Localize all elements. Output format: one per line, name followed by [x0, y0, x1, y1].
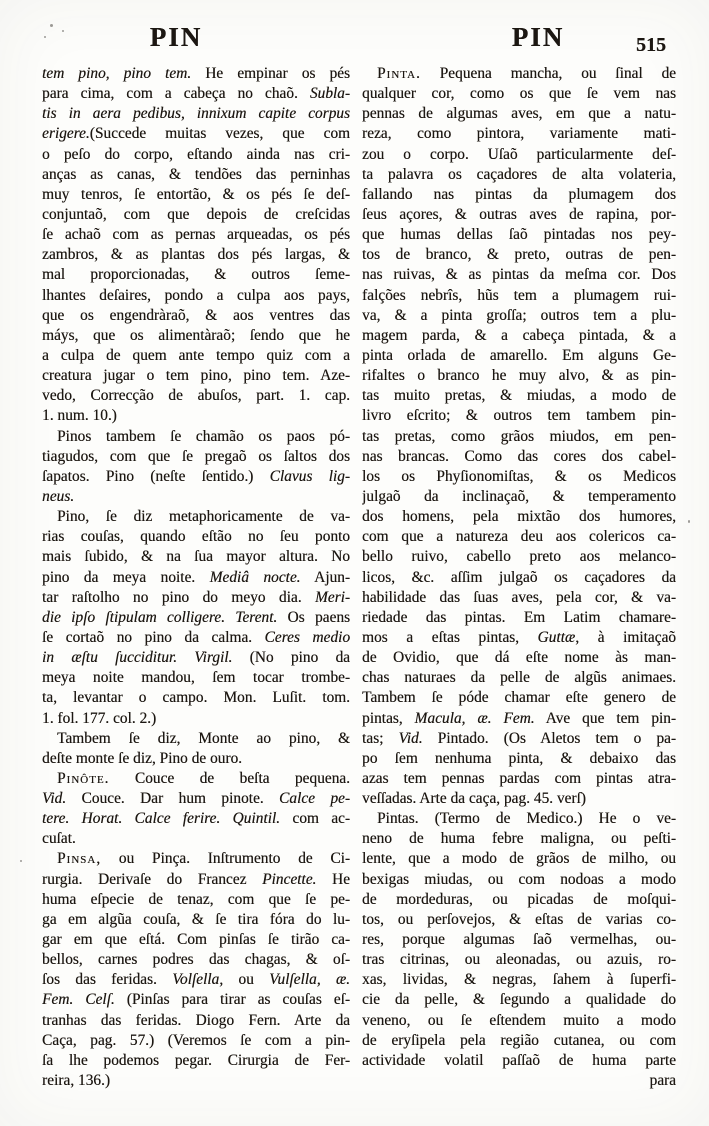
text-segment: ſa lhe podemos pegar. Cirurgia de Fer-	[42, 1051, 350, 1069]
text-segment: Fem. Celſ.	[42, 991, 115, 1009]
text-segment: xas, lividas, & negras, ſahem à ſuperfi-	[362, 971, 676, 989]
text-segment: anças as canas, & tendões das perninhas	[42, 165, 350, 183]
text-segment: actividade volatil paſſaõ de huma parte	[362, 1051, 676, 1069]
text-segment: ga em algũa couſa, & ſe tira fóra do lu-	[42, 910, 350, 928]
text-line	[362, 165, 676, 185]
text-line	[362, 950, 676, 970]
text-line	[362, 1051, 676, 1071]
text-segment: erigere.	[42, 125, 90, 143]
text-line	[362, 628, 676, 648]
text-line	[362, 205, 676, 225]
text-line	[362, 84, 676, 104]
text-segment: Pintas. (Termo de Medico.) He o ve-	[377, 810, 676, 828]
text-segment: tas pretas, como grãos miudos, em pen-	[362, 427, 676, 445]
text-line	[362, 447, 676, 467]
text-segment: Couce. Dar hum pinote.	[66, 790, 280, 808]
entry-headword: Pinôte.	[57, 769, 110, 787]
text-line	[362, 769, 676, 789]
text-line	[362, 487, 676, 507]
text-line	[362, 124, 676, 144]
text-line	[42, 124, 350, 144]
text-line	[42, 849, 350, 869]
text-segment: Caça, pag. 57.) (Veremos ſe com a pin-	[42, 1031, 350, 1049]
text-segment: neno de huma febre maligna, ou peſti-	[362, 830, 676, 848]
text-segment: riedade das pintas. Em Latim chamare-	[362, 608, 676, 626]
text-line	[42, 970, 350, 990]
text-segment: falções nebrîs, hũs tem a plumagem rui-	[362, 286, 676, 304]
text-segment: ſe cortaõ no pino da calma.	[42, 628, 265, 646]
text-segment: máys, que os alimentàraõ; ſendo que he	[42, 326, 350, 344]
text-segment: Ceres medio	[264, 628, 350, 646]
scan-speck	[44, 36, 46, 38]
text-line	[362, 406, 676, 426]
text-line	[362, 326, 676, 346]
text-segment: ou	[223, 971, 270, 989]
text-line	[362, 547, 676, 567]
text-segment: nas brancas. Como das cores dos cabel-	[362, 447, 676, 465]
text-segment: 1. fol. 177. col. 2.)	[42, 709, 157, 727]
text-segment: Clavus lig-	[269, 467, 350, 485]
text-line	[42, 1011, 350, 1031]
text-segment: Couce de beſta pequena.	[109, 769, 350, 787]
text-line	[42, 809, 350, 829]
text-segment: julgaõ da inclinaçaõ, & temperamento	[362, 487, 676, 505]
text-segment: para cima, com a cabeça no chaõ.	[42, 85, 310, 103]
text-segment: Subla-	[309, 85, 350, 103]
text-segment: com ac-	[280, 810, 350, 828]
text-segment: que os engendràraõ, & aos ventres das	[42, 306, 350, 324]
text-line	[362, 870, 676, 890]
text-segment: o peſo do corpo, eſtando ainda nas cri-	[42, 145, 350, 163]
text-segment: para	[649, 1072, 676, 1090]
text-segment: pennas de algumas aves, em que a natu-	[362, 105, 676, 123]
text-line	[42, 467, 350, 487]
scan-speck	[688, 520, 690, 523]
text-segment: pintas,	[362, 709, 415, 727]
text-line	[42, 286, 350, 306]
text-segment: veneno, ou ſe eſtendem muito a modo	[362, 1011, 676, 1029]
text-segment: Vid.	[398, 729, 423, 747]
text-line	[362, 527, 676, 547]
text-segment: veſſadas. Arte da caça, pag. 45. verſ)	[362, 790, 586, 808]
text-segment: deſte monte ſe diz, Pino de ouro.	[42, 749, 243, 767]
text-segment: huma eſpecie de tenaz, com que ſe pe-	[42, 890, 350, 908]
text-segment: tis in aera pedibus, innixum capite corpus	[42, 105, 350, 123]
text-segment: ou Pinça. Inſtrumento de Ci-	[101, 850, 350, 868]
text-line	[42, 668, 350, 688]
text-segment: ſe achaõ com as pernas arqueadas, os pés	[42, 226, 350, 244]
text-line	[42, 406, 350, 426]
text-line	[42, 709, 350, 729]
text-segment: cuſat.	[42, 830, 76, 848]
text-line	[362, 507, 676, 527]
text-segment: Os paens	[277, 608, 350, 626]
text-line	[42, 628, 350, 648]
entry-headword: Pinsa,	[57, 850, 102, 868]
running-head-left: PIN	[149, 22, 203, 52]
page-number: 515	[636, 34, 666, 56]
text-segment: qualquer cor, como os que ſe vem nas	[362, 85, 676, 103]
text-segment: ſapatos. Pino (neſte ſentido.)	[42, 467, 270, 485]
text-segment: Pinos tambem ſe chamão os paos pó-	[57, 427, 350, 445]
text-line	[362, 910, 676, 930]
text-line	[362, 286, 676, 306]
text-segment: rifaltes o branco he muy alvo, & as pin-	[362, 367, 676, 385]
text-line	[362, 64, 676, 84]
text-line	[362, 1031, 676, 1051]
text-segment: Vid.	[42, 790, 67, 808]
text-line	[362, 306, 676, 326]
text-segment: reira, 136.)	[42, 1072, 110, 1090]
text-line	[42, 547, 350, 567]
text-segment: habilidade das ſuas aves, pela cor, & va-	[362, 588, 676, 606]
text-line	[362, 749, 676, 769]
text-line	[362, 608, 676, 628]
text-segment: tas muito pretas, & miudas, a modo de	[362, 387, 676, 405]
text-line	[42, 245, 350, 265]
text-line	[362, 467, 676, 487]
text-segment: Tambem ſe póde chamar eſte genero de	[362, 689, 676, 707]
text-line	[362, 265, 676, 285]
text-segment: Pintado. (Os Aletos tem o pa-	[422, 729, 676, 747]
text-line	[362, 668, 676, 688]
text-segment: vedo, Correcção de abuſos, part. 1. cap.	[42, 387, 350, 405]
text-line	[42, 1031, 350, 1051]
text-segment: livro eſcrito; & outros tem tambem pin-	[362, 407, 676, 425]
text-line	[42, 326, 350, 346]
text-line	[42, 427, 350, 447]
text-line	[42, 84, 350, 104]
text-line	[42, 568, 350, 588]
text-line	[362, 1011, 676, 1031]
text-line	[42, 185, 350, 205]
text-segment: , à imitaçaõ	[575, 628, 676, 646]
text-line	[42, 910, 350, 930]
text-line	[42, 386, 350, 406]
text-segment: magem parda, & a cabeça pintada, & a	[362, 326, 676, 344]
text-line	[362, 709, 676, 729]
scan-speck	[62, 30, 64, 32]
text-segment: tas;	[362, 729, 399, 747]
text-segment: va, & a pinta groſſa; outros tem a plu-	[362, 306, 676, 324]
text-line	[362, 688, 676, 708]
text-segment: a culpa de quem ante tempo quiz com a	[42, 346, 350, 364]
text-line	[42, 366, 350, 386]
text-line	[362, 245, 676, 265]
text-segment: Calce pe-	[279, 790, 350, 808]
text-segment: de Ovidio, que dá eſte nome às man-	[362, 649, 676, 667]
text-line	[42, 527, 350, 547]
text-segment: res, porque algumas ſaõ vermelhas, ou-	[362, 931, 676, 949]
text-line	[42, 870, 350, 890]
text-line	[362, 829, 676, 849]
text-segment: tere. Horat. Calce ferire. Quintil.	[42, 810, 281, 828]
text-line	[42, 487, 350, 507]
text-segment: licos, &c. aſſim julgaõ os caçadores da	[362, 568, 676, 586]
text-line	[42, 205, 350, 225]
text-segment: ta palavra os caçadores de alta volateria,	[362, 165, 676, 183]
text-segment: ſeus açores, & outras aves de rapina, por-	[362, 205, 676, 223]
text-line	[42, 930, 350, 950]
text-segment: neus.	[42, 487, 75, 505]
text-segment: lhantes deſaires, pondo a culpa aos pays,	[42, 286, 350, 304]
text-line	[42, 588, 350, 608]
text-line	[42, 950, 350, 970]
text-line	[362, 588, 676, 608]
text-segment: los os Phyſionomiſtas, & os Medicos	[362, 467, 676, 485]
text-line	[42, 990, 350, 1010]
text-line	[42, 648, 350, 668]
text-line	[362, 890, 676, 910]
entry-headword: Pinta.	[377, 65, 421, 82]
text-line	[362, 568, 676, 588]
text-segment: He	[316, 870, 350, 888]
text-line	[42, 1071, 350, 1091]
text-segment: meya noite mandou, ſem tocar trombe-	[42, 669, 350, 687]
text-line	[362, 225, 676, 245]
text-line	[42, 507, 350, 527]
text-segment: nas ruivas, & as pintas da meſma cor. Dos	[362, 266, 676, 284]
text-line	[362, 386, 676, 406]
text-segment: rurgia. Derivaſe do Francez	[42, 870, 263, 888]
text-segment: tiagudos, com que ſe pregaõ os ſaltos dos	[42, 447, 350, 465]
text-column-right	[362, 64, 676, 1091]
text-segment: gar em que eſtá. Com pinſas ſe tirão ca-	[42, 931, 350, 949]
text-segment: 1. num. 10.)	[42, 407, 117, 425]
text-line	[362, 185, 676, 205]
text-segment: que humas dellas ſaõ pintadas nos pey-	[362, 226, 676, 244]
text-line	[362, 346, 676, 366]
text-segment: creatura jugar o tem pino, pino tem. Aze-	[42, 367, 350, 385]
running-head-right: PIN	[511, 22, 565, 52]
text-line	[362, 648, 676, 668]
text-line	[362, 990, 676, 1010]
text-segment: die ipſo ſtipulam colligere. Terent.	[42, 608, 278, 626]
text-line	[42, 608, 350, 628]
text-segment: mais ſubido, & na ſua mayor altura. No	[42, 548, 350, 566]
text-segment: Meri-	[314, 588, 350, 606]
text-segment: conjuntaõ, com que depois de creſcidas	[42, 205, 350, 223]
text-line	[362, 104, 676, 124]
text-line	[362, 930, 676, 950]
text-segment: (Succede muitas vezes, que com	[89, 125, 350, 143]
text-line	[362, 789, 676, 809]
text-segment: rias couſas, quando eſtão no ſeu ponto	[42, 528, 350, 546]
text-segment: Vulſella, æ.	[269, 971, 350, 989]
text-line	[42, 265, 350, 285]
text-segment: Mediâ nocte.	[209, 568, 301, 586]
text-segment: tem pino, pino tem.	[42, 65, 192, 82]
text-segment: Pino, ſe diz metaphoricamente de va-	[57, 508, 350, 526]
text-segment: Pincette.	[262, 870, 317, 888]
text-line	[42, 64, 350, 84]
text-line	[42, 749, 350, 769]
text-segment: lente, que a modo de grãos de milho, ou	[362, 850, 676, 868]
text-segment: Pequena mancha, ou ſinal de	[420, 65, 676, 82]
text-line	[42, 688, 350, 708]
text-segment: (No pino da	[249, 649, 350, 667]
text-segment: (Pinſas para tirar as couſas eſ-	[114, 991, 350, 1009]
text-segment: Guttæ	[537, 628, 576, 646]
text-segment: zambros, & as plantas dos pés largas, &	[42, 246, 350, 264]
text-line	[362, 729, 676, 749]
text-segment: Ave que tem pin-	[534, 709, 676, 727]
text-segment: mal proporcionadas, & outros ſeme-	[42, 266, 350, 284]
scan-speck	[20, 860, 22, 862]
text-line	[42, 769, 350, 789]
text-line	[42, 729, 350, 749]
text-segment: Volſella,	[172, 971, 224, 989]
text-line	[42, 1051, 350, 1071]
text-segment: Ajun-	[300, 568, 350, 586]
text-segment: chas naturaes da pelle de algũs animaes.	[362, 669, 676, 687]
text-line	[362, 366, 676, 386]
text-line	[42, 890, 350, 910]
text-segment: tar raſtolho no pino do meyo dia.	[42, 588, 315, 606]
text-line	[42, 145, 350, 165]
text-segment: pinta orlada de amarello. Em alguns Ge-	[362, 346, 676, 364]
text-segment: de eryſipela pela região cutanea, ou com	[362, 1031, 676, 1049]
text-line	[42, 225, 350, 245]
text-line	[362, 145, 676, 165]
text-segment: bexigas miudas, ou com nodoas a modo	[362, 870, 676, 888]
text-line	[42, 165, 350, 185]
text-segment: tras citrinas, ou aleonadas, ou azuis, ro-	[362, 951, 676, 969]
text-segment: pino da meya noite.	[42, 568, 210, 586]
text-segment: de mordeduras, ou picadas de moſqui-	[362, 890, 676, 908]
text-segment: tranhas das feridas. Diogo Fern. Arte da	[42, 1011, 350, 1029]
text-line	[42, 104, 350, 124]
text-line	[42, 306, 350, 326]
text-line	[362, 849, 676, 869]
text-line	[362, 970, 676, 990]
scan-speck	[50, 24, 53, 27]
text-segment: reza, como pintora, variamente mati-	[362, 125, 676, 143]
text-segment: mos a eſtas pintas,	[362, 628, 538, 646]
text-line	[362, 1071, 676, 1091]
text-line	[362, 427, 676, 447]
text-segment: dos homens, pela mixtão dos humores,	[362, 508, 676, 526]
text-column-left	[42, 64, 350, 1091]
text-segment: com que a natureza deu aos colericos ca-	[362, 528, 676, 546]
text-segment: tos, ou perſovejos, & eſtas de varias co-	[362, 910, 676, 928]
text-line	[42, 829, 350, 849]
text-segment: bellos, carnes podres das chagas, & oſ-	[42, 951, 350, 969]
text-line	[42, 789, 350, 809]
text-line	[42, 346, 350, 366]
text-line	[362, 809, 676, 829]
text-segment: bello ruivo, cabello preto aos melanco-	[362, 548, 676, 566]
text-segment: po ſem nenhuma pinta, & debaixo das	[362, 749, 676, 767]
text-segment: zou o corpo. Uſaõ particularmente deſ-	[362, 145, 676, 163]
text-segment: in æſtu ſucciditur. Virgil.	[42, 649, 250, 667]
text-segment: cie da pelle, & ſegundo a qualidade do	[362, 991, 676, 1009]
text-segment: He empinar os pés	[191, 65, 350, 82]
text-segment: Macula, æ. Fem.	[414, 709, 535, 727]
text-segment: muy tenros, ſe entortão, & os pés ſe deſ-	[42, 185, 350, 203]
text-line	[42, 447, 350, 467]
text-segment: tos de branco, & preto, outras de pen-	[362, 246, 676, 264]
text-segment: ta, levantar o campo. Mon. Luſit. tom.	[42, 689, 350, 707]
text-segment: fallando nas pintas da plumagem dos	[362, 185, 676, 203]
text-segment: ſos das feridas.	[42, 971, 173, 989]
text-segment: Tambem ſe diz, Monte ao pino, &	[57, 729, 350, 747]
text-segment: azas tem pennas pardas com pintas atra-	[362, 769, 676, 787]
